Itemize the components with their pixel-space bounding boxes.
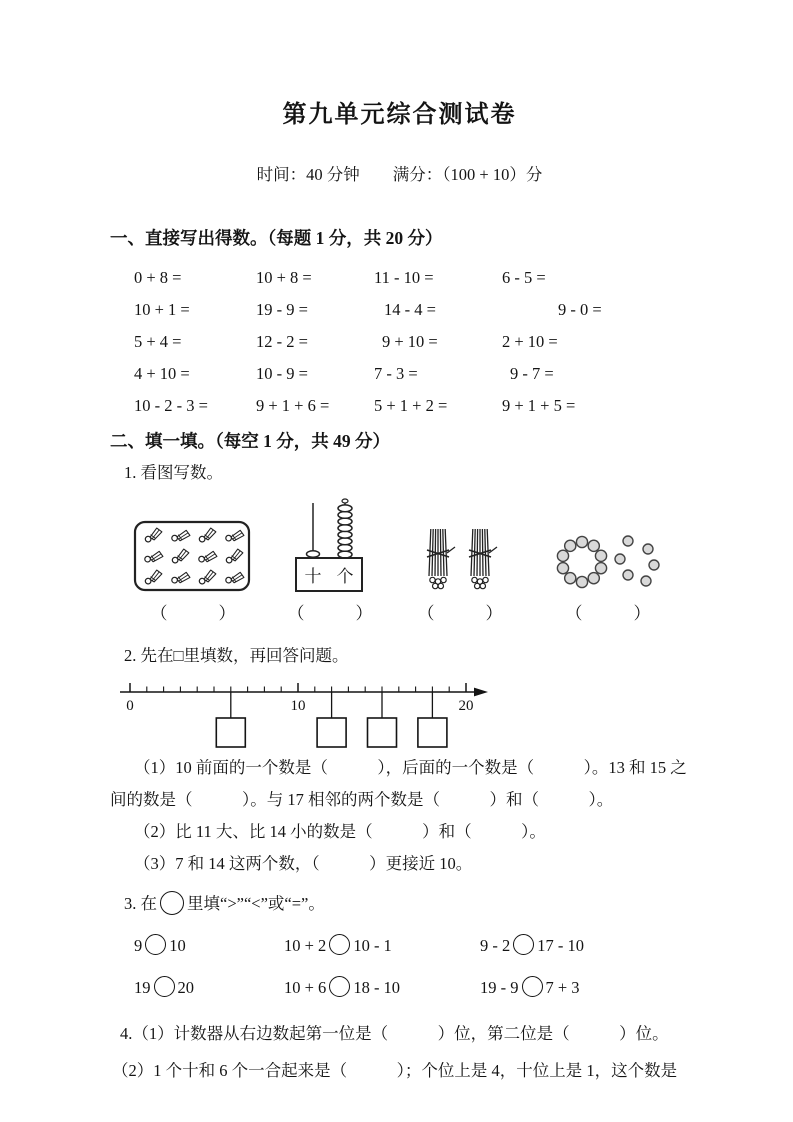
q2-line: （2）比 11 大、比 14 小的数是（ ）和（ ）。 — [134, 822, 546, 841]
svg-text:20: 20 — [458, 698, 474, 714]
problem-item: 9 + 10 = — [382, 332, 438, 351]
q1-label: 1. 看图写数。 — [124, 463, 223, 482]
q4-block — [110, 1015, 689, 1089]
problem-item: 11 - 10 = — [374, 268, 434, 287]
problem-item: 9 - 0 = — [558, 300, 602, 319]
problem-item: 5 + 1 + 2 = — [374, 396, 448, 415]
q3-suffix: 里填“>”“<”或“=”。 — [187, 894, 325, 913]
comparison-grid — [134, 925, 689, 1009]
comparison-left: 10 + 2 — [284, 936, 327, 955]
q2-line: （3）7 和 14 这两个数，（ ）更接近 10。 — [134, 854, 473, 873]
comparison-right: 7 + 3 — [545, 978, 580, 997]
q4-line: （2）1 个十和 6 个一合起来是（ ）；个位上是 4，十位上是 1，这个数是 — [112, 1061, 678, 1080]
answer-blank: （ ） — [565, 604, 651, 623]
comparison-item — [284, 925, 480, 967]
answer-blank: （ ） — [417, 604, 503, 623]
comparison-left: 9 - 2 — [480, 936, 511, 955]
q3-prefix: 3. 在 — [124, 894, 157, 913]
stick-bundles-figure — [416, 521, 504, 624]
q2-line: 间的数是（ ）。与 17 相邻的两个数是（ ）和（ ）。 — [110, 790, 614, 809]
problem-item: 10 - 9 = — [256, 364, 308, 383]
problem-item: 19 - 9 = — [256, 300, 308, 319]
problem-item: 10 + 8 = — [256, 268, 312, 287]
answer-blank: （ ） — [287, 604, 373, 623]
problem-item: 9 + 1 + 6 = — [256, 396, 330, 415]
svg-text:个: 个 — [336, 567, 354, 586]
answer-blank: （ ） — [150, 604, 236, 623]
test-paper-page — [0, 94, 793, 1122]
problem-item: 10 + 1 = — [134, 300, 190, 319]
problem-item: 4 + 10 = — [134, 364, 190, 383]
comparison-right: 10 - 1 — [353, 936, 392, 955]
q3-header — [124, 890, 689, 915]
comparison-left: 19 — [134, 978, 151, 997]
compare-circle-icon — [522, 976, 543, 997]
comparison-item — [134, 967, 284, 1009]
problem-item: 7 - 3 = — [374, 364, 418, 383]
page-title: 第九单元综合测试卷 — [282, 102, 517, 128]
section-1-heading: 一、直接写出得数。（每题 1 分，共 20 分） — [110, 228, 443, 248]
comparison-right: 18 - 10 — [353, 978, 401, 997]
q4-line: 4.（1）计数器从右边数起第一位是（ ）位，第二位是（ ）位。 — [120, 1024, 669, 1043]
problem-item: 2 + 10 = — [502, 332, 558, 351]
comparison-right: 20 — [177, 978, 194, 997]
dots-figure — [552, 527, 664, 624]
section-2-heading: 二、填一填。（每空 1 分，共 49 分） — [110, 431, 390, 451]
comparison-item — [284, 967, 480, 1009]
compare-circle-icon — [145, 934, 166, 955]
comparison-right: 10 — [169, 936, 186, 955]
svg-text:10: 10 — [290, 698, 306, 714]
comparison-left: 19 - 9 — [480, 978, 519, 997]
comparison-left: 10 + 6 — [284, 978, 327, 997]
compare-circle-icon — [329, 934, 350, 955]
count-figures-row — [132, 495, 689, 624]
comparison-item — [480, 925, 689, 967]
problem-item: 9 + 1 + 5 = — [502, 396, 576, 415]
shuttlecocks-figure — [132, 517, 254, 624]
comparison-left: 9 — [134, 936, 143, 955]
problem-item: 9 - 7 = — [510, 364, 554, 383]
compare-circle-icon — [160, 891, 184, 915]
exam-info-line: 时间：40 分钟 满分：（100 + 10）分 — [256, 165, 543, 184]
svg-text:0: 0 — [126, 698, 134, 714]
compare-circle-icon — [154, 976, 175, 997]
problems-grid — [134, 262, 689, 422]
q2-label: 2. 先在□里填数，再回答问题。 — [124, 646, 349, 665]
svg-text:十: 十 — [304, 567, 322, 586]
problem-item: 10 - 2 - 3 = — [134, 396, 208, 415]
number-line-figure — [114, 672, 689, 750]
problem-item: 6 - 5 = — [502, 268, 546, 287]
problem-item: 5 + 4 = — [134, 332, 182, 351]
q2-line: （1）10 前面的一个数是（ ），后面的一个数是（ ）。13 和 15 之 — [134, 758, 687, 777]
problem-item: 12 - 2 = — [256, 332, 308, 351]
comparison-item — [480, 967, 689, 1009]
problem-item: 14 - 4 = — [384, 300, 436, 319]
compare-circle-icon — [513, 934, 534, 955]
problem-item: 0 + 8 = — [134, 268, 182, 287]
comparison-item — [134, 925, 284, 967]
q2-subquestions — [110, 752, 689, 880]
compare-circle-icon — [329, 976, 350, 997]
comparison-right: 17 - 10 — [537, 936, 584, 955]
abacus-figure — [286, 495, 374, 624]
